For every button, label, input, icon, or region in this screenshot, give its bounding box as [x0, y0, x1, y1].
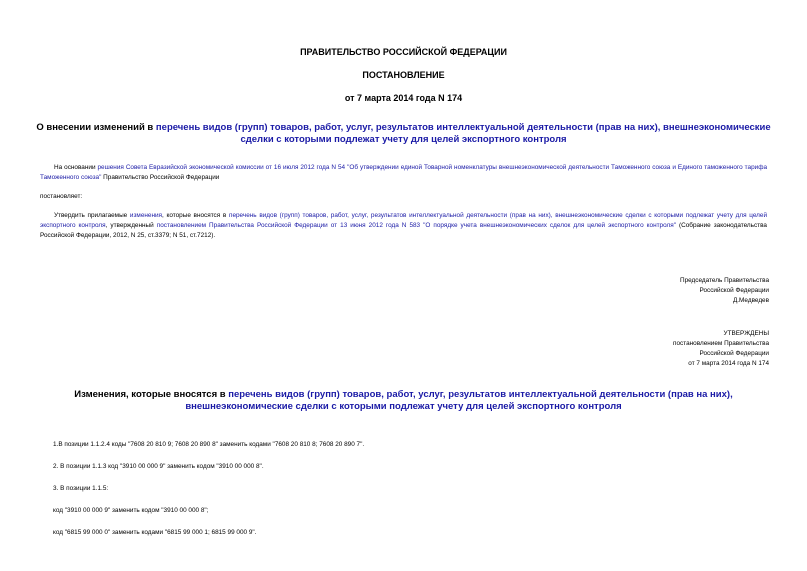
changes-title-prefix: Изменения, которые вносятся в [74, 389, 229, 400]
signature-block [680, 276, 769, 306]
change-item-2: 2. В позиции 1.1.3 код "3910 00 000 9" заменить кодом "3910 00 000 8". [53, 463, 264, 470]
changes-title [20, 389, 787, 413]
list-link[interactable]: перечень видов (групп) товаров, работ, услуг, результатов интеллектуальной деятельности (прав на них), внешнеэкономические сделки с которыми подлежат учету для целей экспортного контроля [40, 212, 768, 229]
change-item-3: 3. В позиции 1.1.5: [53, 485, 109, 492]
signature-line-1: Председатель Правительства [680, 277, 769, 284]
approved-block [673, 329, 769, 369]
change-item-4: код "3910 00 000 9" заменить кодом "3910 00 000 8"; [53, 507, 209, 514]
signature-line-3: Д.Медведев [732, 297, 769, 304]
title-list-link[interactable]: перечень видов (групп) товаров, работ, услуг, результатов интеллектуальной деятельности (прав на них), внешнеэкономические сделки с которыми подлежат учету для целей экспортного контроля [155, 122, 771, 145]
document-title [20, 122, 787, 146]
approved-line-2: постановлением Правительства [673, 340, 769, 347]
resolution-583-link[interactable]: постановлением Правительства Российской Федерации от 13 июня 2012 года N 583 "О порядке учета внешнеэкономических сделок для целей экспортного контроля" [156, 222, 676, 229]
basis-paragraph [40, 163, 767, 183]
eec-decision-link[interactable]: решения Совета Евразийской экономической комиссии от 16 июля 2012 года N 54 "Об утверждении единой Товарной номенклатуры внешнеэкономической деятельности Таможенного союза и Единого таможенного тарифа Таможенного союза" [40, 164, 768, 181]
document-date-number: от 7 марта 2014 года N 174 [344, 93, 463, 103]
approved-line-1: УТВЕРЖДЕНЫ [723, 330, 769, 337]
changes-link[interactable]: изменения [129, 212, 163, 219]
change-item-1: 1.В позиции 1.1.2.4 коды "7608 20 810 9; 7608 20 890 8" заменить кодами "7608 20 810 8; 7608 20 890 7". [53, 441, 365, 448]
government-heading: ПРАВИТЕЛЬСТВО РОССИЙСКОЙ ФЕДЕРАЦИИ [300, 47, 507, 57]
basis-prefix: На основании [54, 164, 98, 171]
basis-suffix: Правительство Российской Федерации [101, 174, 220, 181]
approved-line-4: от 7 марта 2014 года N 174 [688, 360, 769, 367]
approve-part1: Утвердить прилагаемые [54, 212, 130, 219]
approve-part2: , которые вносятся в [162, 212, 229, 219]
changes-title-list-link[interactable]: перечень видов (групп) товаров, работ, услуг, результатов интеллектуальной деятельности (прав на них), внешнеэкономические сделки с которыми подлежат учету для целей экспортного контроля [185, 389, 733, 412]
decree-word: постановляет: [40, 193, 83, 200]
approve-paragraph [40, 211, 767, 241]
signature-line-2: Российской Федерации [699, 287, 769, 294]
approve-part4: (Собрание законодательства Российской Федерации, 2012, N 25, ст.3379; N 51, ст.7212). [40, 222, 767, 239]
document-type-heading: ПОСТАНОВЛЕНИЕ [362, 70, 445, 80]
approved-line-3: Российской Федерации [699, 350, 769, 357]
change-item-5: код "6815 99 000 0" заменить кодами "6815 99 000 1; 6815 99 000 9". [53, 529, 257, 536]
title-prefix: О внесении изменений в [36, 122, 156, 133]
approve-part3: , утвержденный [105, 222, 157, 229]
